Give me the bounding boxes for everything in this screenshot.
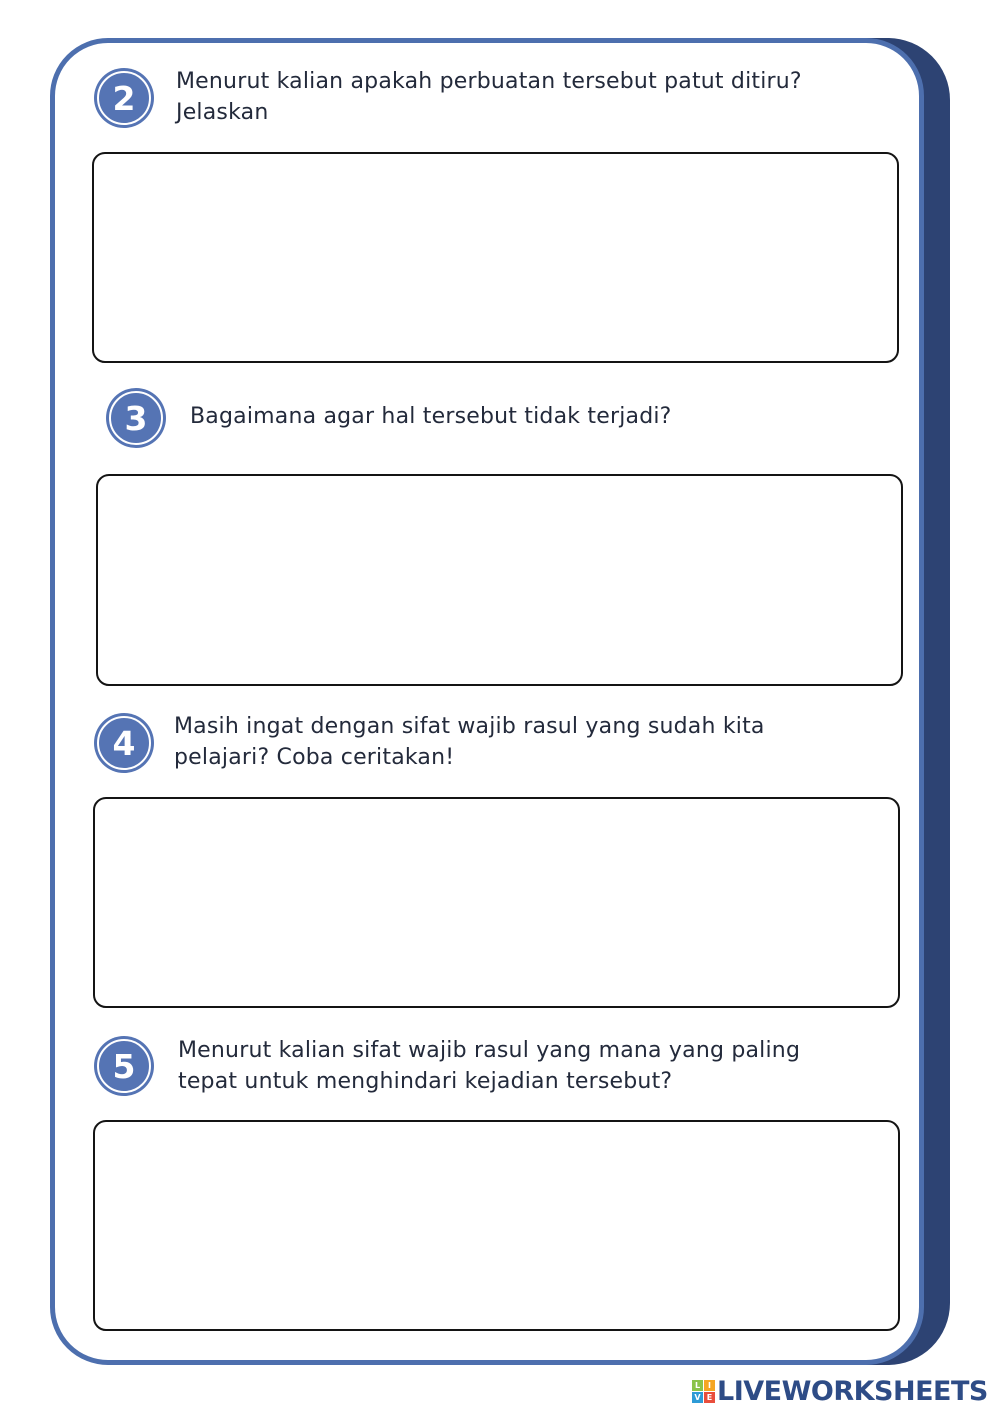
- question-number-badge: [106, 388, 166, 448]
- question-text-line: pelajari? Coba ceritakan!: [174, 745, 455, 770]
- logo-letter: E: [704, 1392, 715, 1403]
- answer-box-2[interactable]: [92, 152, 899, 363]
- liveworksheets-logo[interactable]: [692, 1372, 988, 1410]
- question-text: [190, 401, 672, 432]
- question-number: 2: [112, 78, 136, 118]
- question-text-line: tepat untuk menghindari kejadian tersebut?: [178, 1069, 673, 1094]
- question-text-line: Jelaskan: [176, 100, 269, 125]
- question-text: [176, 66, 802, 128]
- question-text-line: Menurut kalian sifat wajib rasul yang mana yang paling: [178, 1038, 801, 1063]
- question-text: [174, 711, 765, 773]
- question-number-badge: [94, 1036, 154, 1096]
- logo-letter: I: [704, 1380, 715, 1391]
- answer-box-5[interactable]: [93, 1120, 900, 1331]
- answer-box-3[interactable]: [96, 474, 903, 686]
- question-text-line: Bagaimana agar hal tersebut tidak terjadi?: [190, 404, 672, 429]
- answer-box-4[interactable]: [93, 797, 900, 1008]
- question-number: 4: [112, 723, 136, 763]
- question-number: 5: [112, 1046, 136, 1086]
- question-number-badge: [94, 713, 154, 773]
- liveworksheets-brand-text: LIVEWORKSHEETS: [717, 1375, 988, 1407]
- logo-letter: V: [692, 1392, 703, 1403]
- question-text: [178, 1035, 800, 1097]
- question-text-line: Masih ingat dengan sifat wajib rasul yang sudah kita: [174, 714, 765, 739]
- question-number: 3: [124, 398, 148, 438]
- question-text-line: Menurut kalian apakah perbuatan tersebut patut ditiru?: [176, 69, 802, 94]
- liveworksheets-logo-icon: [692, 1380, 715, 1403]
- logo-letter: L: [692, 1380, 703, 1391]
- question-number-badge: [94, 68, 154, 128]
